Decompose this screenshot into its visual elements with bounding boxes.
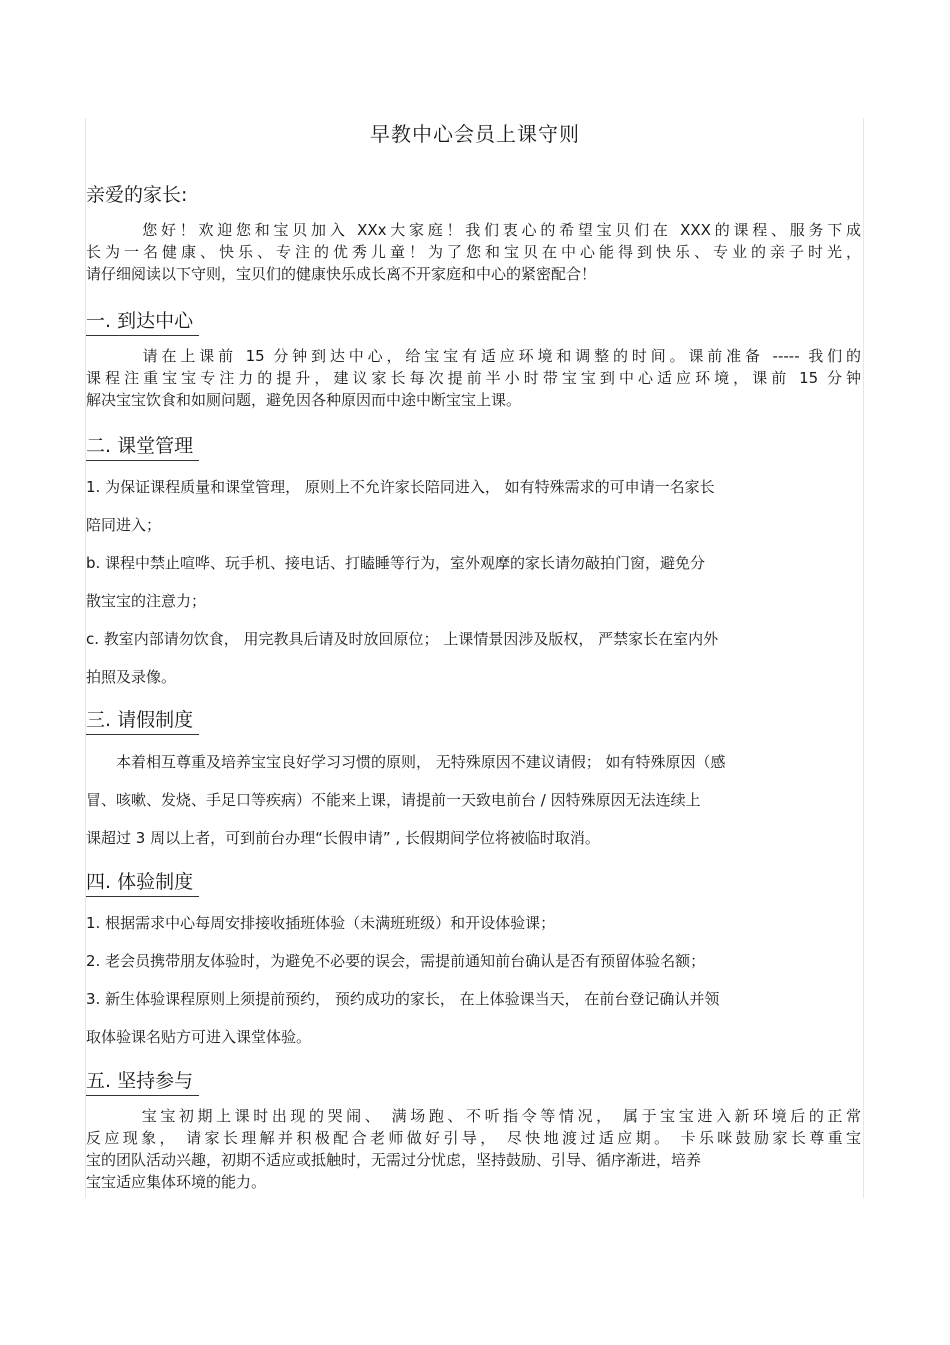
intro-line: 长为一名健康、快乐、专注的优秀儿童！为了您和宝贝在中心能得到快乐、专业的亲子时光， xyxy=(86,243,861,261)
body-line: 散宝宝的注意力； xyxy=(86,592,207,610)
body-line: 反应现象， 请家长理解并积极配合老师做好引导， 尽快地渡过适应期。 卡乐咪鼓励家长尊重宝 xyxy=(86,1129,861,1147)
greeting: 亲爱的家长: xyxy=(86,184,188,206)
body-line: b. 课程中禁止喧哗、玩手机、接电话、打瞌睡等行为，室外观摩的家长请勿敲拍门窗，避免分 xyxy=(86,554,706,572)
body-line: 冒、咳嗽、发烧、手足口等疾病）不能来上课，请提前一天致电前台 / 因特殊原因无法连续上 xyxy=(86,791,701,809)
section-body-arrival xyxy=(86,345,861,411)
body-line: 课程注重宝宝专注力的提升，建议家长每次提前半小时带宝宝到中心适应环境，课前 15 分钟 xyxy=(86,369,861,387)
body-line: 1. 为保证课程质量和课堂管理， 原则上不允许家长陪同进入， 如有特殊需求的可申请一名家长 xyxy=(86,478,715,496)
section-body-trial xyxy=(86,904,861,1056)
section-heading-persistence: 五. 坚持参与 xyxy=(86,1066,199,1096)
intro-paragraph xyxy=(86,219,861,285)
body-line: 本着相互尊重及培养宝宝良好学习习惯的原则， 无特殊原因不建议请假； 如有特殊原因（感 xyxy=(86,753,726,771)
section-body-leave xyxy=(86,743,861,857)
body-line: 解决宝宝饮食和如厕问题，避免因各种原因而中途中断宝宝上课。 xyxy=(86,391,522,409)
section-heading-classroom: 二. 课堂管理 xyxy=(86,431,199,461)
body-line: 宝宝适应集体环境的能力。 xyxy=(86,1173,267,1191)
body-line: c. 教室内部请勿饮食， 用完教具后请及时放回原位； 上课情景因涉及版权， 严禁家长在室内外 xyxy=(86,630,719,648)
body-line: 宝宝初期上课时出现的哭闹、 满场跑、不听指令等情况， 属于宝宝进入新环境后的正常 xyxy=(86,1107,861,1125)
section-heading-trial: 四. 体验制度 xyxy=(86,867,199,897)
section-heading-arrival: 一. 到达中心 xyxy=(86,306,199,336)
section-heading-leave: 三. 请假制度 xyxy=(86,705,199,735)
section-body-classroom xyxy=(86,468,861,696)
body-line: 取体验课名贴方可进入课堂体验。 xyxy=(86,1028,312,1046)
body-line: 宝的团队活动兴趣，初期不适应或抵触时，无需过分忧虑，坚持鼓励、引导、循序渐进，培养 xyxy=(86,1151,702,1169)
section-body-persistence xyxy=(86,1105,861,1193)
body-line: 课超过 3 周以上者，可到前台办理“长假申请” , 长假期间学位将被临时取消。 xyxy=(86,829,600,847)
intro-line: 您好！欢迎您和宝贝加入 XXx大家庭！我们衷心的希望宝贝们在 XXX的课程、服务下成 xyxy=(86,221,861,239)
body-line: 2. 老会员携带朋友体验时，为避免不必要的误会，需提前通知前台确认是否有预留体验名额； xyxy=(86,952,706,970)
body-line: 1. 根据需求中心每周安排接收插班体验（未满班班级）和开设体验课； xyxy=(86,914,556,932)
document-title: 早教中心会员上课守则 xyxy=(370,122,580,146)
intro-line: 请仔细阅读以下守则，宝贝们的健康快乐成长离不开家庭和中心的紧密配合！ xyxy=(86,265,597,283)
body-line: 3. 新生体验课程原则上须提前预约， 预约成功的家长， 在上体验课当天， 在前台登记确认并领 xyxy=(86,990,720,1008)
body-line: 请在上课前 15 分钟到达中心，给宝宝有适应环境和调整的时间。课前准备 ----- 我们的 xyxy=(86,347,861,365)
body-line: 陪同进入； xyxy=(86,516,162,534)
body-line: 拍照及录像。 xyxy=(86,668,177,686)
